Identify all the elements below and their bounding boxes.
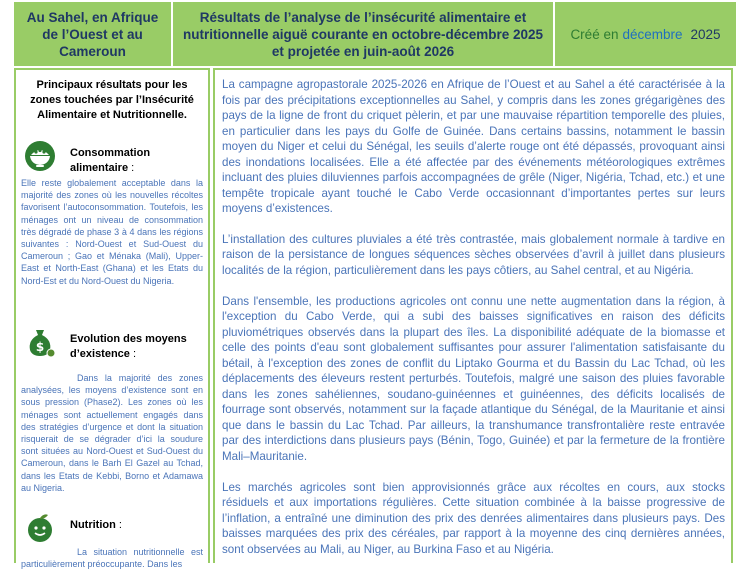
section-body: Elle reste globalement acceptable dans la majorité des zones où les nouvelles récoltes favorisent l’autoconsommation. Toutefois, les ménages ont un niveau de consommation très dégradé de phase 3 à 4 dans les régions suivantes : Nord-Ouest et Sud-Ouest du Cameroun ; Gao et Ménaka (Mali), Upper-East et North-East (Ghana) et les Etats du Nord-Est et du Nord-Ouest du Nigeria.: [21, 178, 203, 286]
paragraph-agropastoral-campaign: La campagne agropastorale 2025-2026 en Afrique de l’Ouest et au Sahel a été caractérisée à la fois par des précipitations exceptionnelles au Sahel, y compris dans les zones grégarigènes des pays de la ligne de front du criquet pèlerin, et par une mauvaise répartition temporelle des pluies, en particulier dans les pays du Golfe de Guinée. Dans certains bassins, notamment le bassin moyen du Niger et celui du Sénégal, les seuils d’alerte rouge ont été dépassés, provoquant ainsi des inondations localisées. Elle a été affectée par des événements météorologiques extrêmes incluant des pluies diluviennes parfois accompagnées de grêle (Niger, Nigéria, Tchad, etc.) et une tempête tropicale ayant touché le Cabo Verde occasionnant d’importantes pertes sur leurs moyens d’existences.: [222, 78, 725, 216]
created-prefix: Créé en: [570, 26, 619, 42]
created-year: 2025: [690, 26, 721, 42]
section-title-colon: :: [115, 519, 122, 531]
section-body: La situation nutritionnelle est particulièrement préoccupante. Dans les: [21, 547, 203, 570]
paragraph-agricultural-markets: Les marchés agricoles sont bien approvisionnés grâce aux récoltes en cours, aux stocks résiduels et aux importations régulières. Cette situation combinée à la baisse progressive de l’inflation, a entraîné une diminution des prix des denrées alimentaires dans plusieurs pays. Des baisses marquées des prix des céréales, par rapport à la moyenne des cinq dernières années, sont observées au Mali, au Niger, au Burkina Faso et au Nigéria.: [222, 480, 725, 556]
section-title: [56, 326, 208, 362]
report-title: Résultats de l’analyse de l’insécurité alimentaire et nutritionnelle aiguë courante en octobre-décembre 2025 et projetée en juin-août 2026: [173, 2, 553, 66]
svg-text:$: $: [35, 340, 45, 354]
header-banner: [14, 2, 736, 66]
section-body: Dans la majorité des zones analysées, les moyens d’existence sont en sous pression (Phase2). Les zones où les ménages sont actuellement engagés dans des stratégies d’urgence et dont la situation risquerait de se dégrader d’ici la soudure sont situées au Nord-Ouest et Sud-Ouest du Cameroun, dans le Barh El Gazel au Tchad, dans les Etats de Kebbi, Borno et Adamawa au Nigeria.: [21, 373, 203, 493]
section-title-text: Evolution des moyens d’existence: [70, 333, 187, 360]
sidebar-title: Principaux résultats pour les zones touchées par l’Insécurité Alimentaire et Nutritionnelle.: [30, 79, 194, 121]
paragraph-crop-installation: L’installation des cultures pluviales a été très contrastée, mais globalement normale à tardive en raison de la persistance de longues séquences sèches observées d’avril à juillet dans plusieurs localités de la région, particulièrement dans les pays côtiers, au Sahel central, et au Nigéria.: [222, 232, 725, 278]
section-food-consumption: [16, 140, 208, 287]
created-date: [555, 2, 736, 66]
section-title-text: Nutrition: [70, 519, 116, 531]
key-results-sidebar: [14, 68, 210, 570]
section-title-text: Consommation alimentaire: [70, 147, 151, 174]
money-bag-icon: [24, 326, 56, 358]
created-month: décembre: [622, 26, 683, 42]
section-title-colon: :: [129, 348, 137, 360]
section-header: [16, 140, 208, 176]
food-bowl-icon: [24, 140, 56, 172]
section-nutrition: [16, 512, 208, 570]
paragraph-agricultural-production: Dans l'ensemble, les productions agricoles ont connu une nette augmentation dans la région, à l'exception du Cabo Verde, qui a subi des baisses significatives en raison des déficits pluviométriques observés dans la plupart des îles. La disponibilité adéquate de la biomasse et celle des points d'eau sont globalement suffisantes pour assurer l'alimentation satisfaisante du bétail, à l'exception des zones de conflit du Liptako Gourma et du Bassin du Lac Tchad, où les déplacements des éleveurs restent perturbés. Toutefois, malgré une saison des pluies favorable dans les zones sahéliennes, soudano-guinéennes et guinéennes, des déficits localisés de fourrage sont observés, notamment sur la façade atlantique du Sénégal, de la Mauritanie et ainsi que dans le bassin du Lac Tchad. Par ailleurs, la transhumance transfrontalière reste entravée par des interdictions dans plusieurs pays (Bénin, Togo, Guinée) et par la fermeture de la frontière Mali–Mauritanie.: [222, 294, 725, 464]
region-title: Au Sahel, en Afrique de l’Ouest et au Cameroun: [14, 2, 171, 66]
section-header: [16, 512, 208, 544]
section-title: [56, 512, 122, 533]
section-title: [56, 140, 208, 176]
nutrition-icon: [24, 512, 56, 544]
section-header: [16, 326, 208, 362]
main-analysis: [213, 68, 733, 563]
section-title-colon: :: [128, 162, 135, 174]
section-livelihoods: [16, 326, 208, 494]
